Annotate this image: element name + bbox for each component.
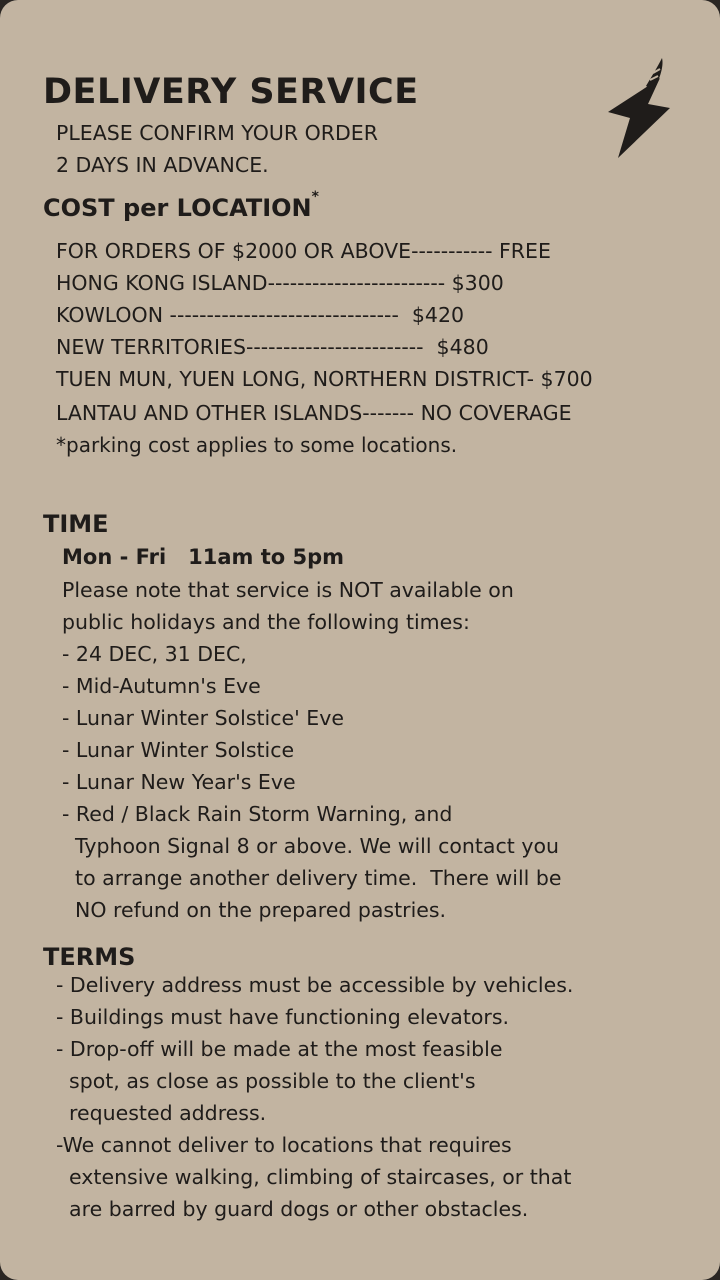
cost-line-5: TUEN MUN, YUEN LONG, NORTHERN DISTRICT- $700 bbox=[56, 367, 593, 391]
cost-line-6: LANTAU AND OTHER ISLANDS------- NO COVERAGE bbox=[56, 401, 572, 425]
time-line: - Lunar Winter Solstice bbox=[62, 738, 295, 762]
cost-line-3: KOWLOON ------------------------------- $420 bbox=[56, 303, 465, 327]
time-heading: TIME bbox=[43, 510, 109, 538]
time-line: to arrange another delivery time. There will be bbox=[62, 866, 562, 890]
time-line: - Red / Black Rain Storm Warning, and bbox=[62, 802, 453, 826]
cost-line-4: NEW TERRITORIES------------------------ $480 bbox=[56, 335, 489, 359]
terms-line: requested address. bbox=[56, 1101, 267, 1125]
terms-line: spot, as close as possible to the client's bbox=[56, 1069, 476, 1093]
subtitle-line-1: PLEASE CONFIRM YOUR ORDER bbox=[56, 121, 378, 145]
time-line: - Lunar Winter Solstice' Eve bbox=[62, 706, 344, 730]
time-line: NO refund on the prepared pastries. bbox=[62, 898, 447, 922]
cost-heading: COST per LOCATION* bbox=[43, 189, 319, 222]
time-line: Please note that service is NOT available on bbox=[62, 578, 514, 602]
terms-line: -We cannot deliver to locations that requires bbox=[56, 1133, 512, 1157]
cost-line-2: HONG KONG ISLAND------------------------ $300 bbox=[56, 271, 504, 295]
terms-line: - Drop-off will be made at the most feasible bbox=[56, 1037, 503, 1061]
terms-line: are barred by guard dogs or other obstacles. bbox=[56, 1197, 529, 1221]
terms-line: - Buildings must have functioning elevators. bbox=[56, 1005, 510, 1029]
service-hours: Mon - Fri 11am to 5pm bbox=[62, 545, 344, 569]
cost-line-1: FOR ORDERS OF $2000 OR ABOVE----------- FREE bbox=[56, 239, 551, 263]
lightning-horn-icon bbox=[604, 56, 676, 164]
time-line: - 24 DEC, 31 DEC, bbox=[62, 642, 247, 666]
parking-note: *parking cost applies to some locations. bbox=[56, 433, 458, 457]
time-line: public holidays and the following times: bbox=[62, 610, 470, 634]
terms-line: - Delivery address must be accessible by vehicles. bbox=[56, 973, 574, 997]
time-line: Typhoon Signal 8 or above. We will contact you bbox=[62, 834, 559, 858]
time-line: - Lunar New Year's Eve bbox=[62, 770, 296, 794]
page-title: DELIVERY SERVICE bbox=[43, 72, 419, 112]
time-line: - Mid-Autumn's Eve bbox=[62, 674, 261, 698]
terms-line: extensive walking, climbing of staircases, or that bbox=[56, 1165, 572, 1189]
subtitle-line-2: 2 DAYS IN ADVANCE. bbox=[56, 153, 269, 177]
terms-heading: TERMS bbox=[43, 943, 136, 971]
